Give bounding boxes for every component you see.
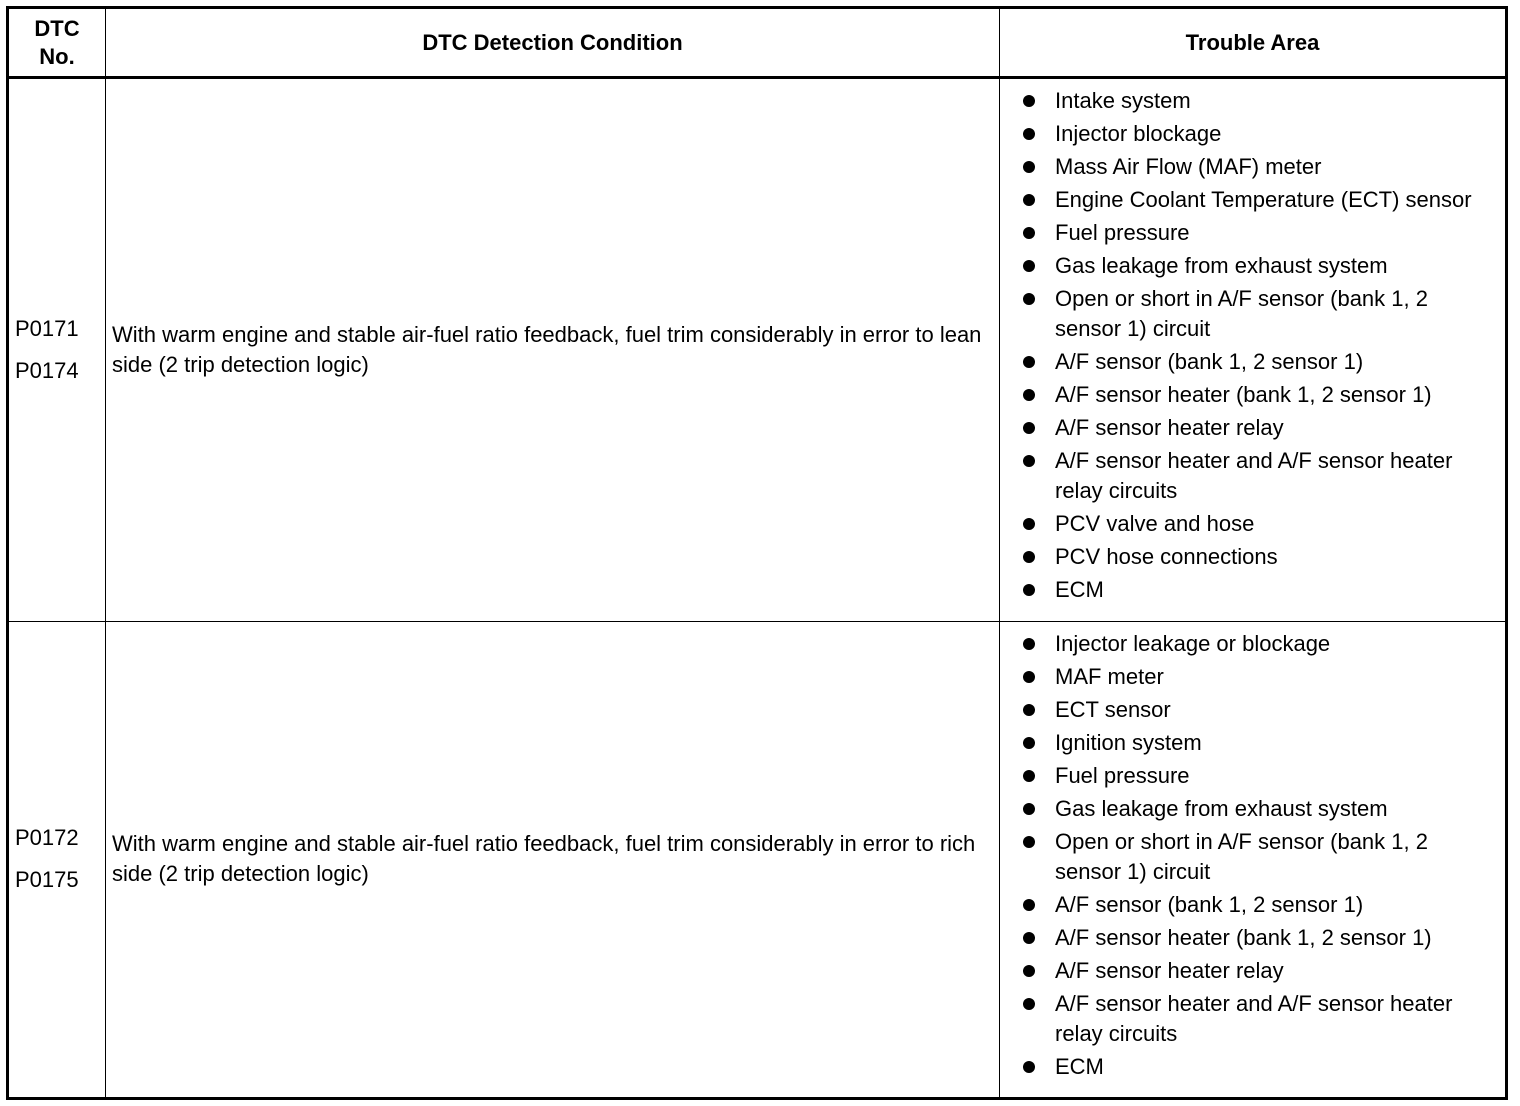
trouble-area-cell [1000,621,1507,1098]
trouble-area-item [1020,152,1495,182]
trouble-area-text: ECM [1055,577,1104,602]
trouble-area-text: Ignition system [1055,729,1202,755]
trouble-area-text: A/F sensor heater relay [1055,415,1284,440]
trouble-area-text: A/F sensor heater (bank 1, 2 sensor 1) [1055,382,1432,407]
trouble-area-text: Injector leakage or blockage [1055,630,1331,656]
trouble-area-item [1020,695,1495,725]
detection-condition: With warm engine and stable air-fuel ratio feedback, fuel trim considerably in error to lean side (2 trip detection logic) [106,78,1000,622]
bullet-icon [1023,803,1035,815]
bullet-icon [1023,95,1035,107]
trouble-area-text: PCV valve and hose [1055,511,1255,536]
bullet-icon [1023,584,1035,596]
bullet-icon [1023,455,1035,467]
bullet-icon [1023,704,1035,716]
trouble-area-text: Engine Coolant Temperature (ECT) sensor [1055,187,1472,212]
trouble-area-text: A/F sensor heater (bank 1, 2 sensor 1) [1055,924,1432,950]
trouble-area-item [1020,923,1495,953]
trouble-area-item [1020,956,1495,986]
bullet-icon [1023,194,1035,206]
header-dtc-no-line2: No. [39,43,75,69]
dtc-code: P0172 [15,825,79,851]
trouble-area-item [1020,1052,1495,1082]
bullet-icon [1023,899,1035,911]
dtc-table [6,6,1508,1100]
trouble-area-item [1020,794,1495,824]
trouble-area-item [1020,728,1495,758]
bullet-icon [1023,737,1035,749]
trouble-area-item [1020,251,1495,281]
trouble-area-list [1020,629,1495,1082]
table-row [8,78,1507,622]
trouble-area-item [1020,575,1495,605]
dtc-code: P0175 [15,867,79,893]
trouble-area-text: Open or short in A/F sensor (bank 1, 2 sensor 1) circuit [1055,286,1428,341]
trouble-area-text: Intake system [1055,88,1191,113]
trouble-area-text: ECT sensor [1055,696,1171,722]
bullet-icon [1023,998,1035,1010]
bullet-icon [1023,422,1035,434]
trouble-area-item [1020,629,1495,659]
trouble-area-item [1020,542,1495,572]
trouble-area-text: Gas leakage from exhaust system [1055,795,1388,821]
dtc-code: P0174 [15,357,79,383]
bullet-icon [1023,671,1035,683]
bullet-icon [1023,770,1035,782]
dtc-codes-cell [8,621,106,1098]
header-condition: DTC Detection Condition [106,8,1000,78]
bullet-icon [1023,356,1035,368]
bullet-icon [1023,518,1035,530]
bullet-icon [1023,260,1035,272]
trouble-area-text: A/F sensor heater relay [1055,957,1284,983]
bullet-icon [1023,1061,1035,1073]
header-dtc-no-line1: DTC [34,15,80,41]
trouble-area-text: Open or short in A/F sensor (bank 1, 2 sensor 1) circuit [1055,828,1428,884]
trouble-area-text: ECM [1055,1053,1104,1079]
trouble-area-text: PCV hose connections [1055,544,1278,569]
trouble-area-item [1020,890,1495,920]
bullet-icon [1023,161,1035,173]
bullet-icon [1023,128,1035,140]
header-row [8,8,1507,78]
trouble-area-text: Mass Air Flow (MAF) meter [1055,154,1322,179]
trouble-area-item [1020,86,1495,116]
trouble-area-text: MAF meter [1055,663,1164,689]
trouble-area-item [1020,284,1495,344]
trouble-area-text: Injector blockage [1055,121,1222,146]
trouble-area-list [1020,86,1495,605]
trouble-area-item [1020,218,1495,248]
trouble-area-text: A/F sensor heater and A/F sensor heater relay circuits [1055,990,1453,1046]
trouble-area-text: A/F sensor (bank 1, 2 sensor 1) [1055,891,1364,917]
trouble-area-item [1020,662,1495,692]
bullet-icon [1023,551,1035,563]
bullet-icon [1023,836,1035,848]
trouble-area-text: Fuel pressure [1055,220,1190,245]
detection-condition: With warm engine and stable air-fuel ratio feedback, fuel trim considerably in error to rich side (2 trip detection logic) [106,621,1000,1098]
bullet-icon [1023,638,1035,650]
table-body [8,78,1507,1099]
bullet-icon [1023,965,1035,977]
trouble-area-cell [1000,78,1507,622]
header-trouble-area: Trouble Area [1000,8,1507,78]
trouble-area-item [1020,827,1495,887]
bullet-icon [1023,932,1035,944]
trouble-area-text: Gas leakage from exhaust system [1055,253,1388,278]
trouble-area-item [1020,446,1495,506]
table-row [8,621,1507,1098]
trouble-area-item [1020,119,1495,149]
bullet-icon [1023,293,1035,305]
trouble-area-text: A/F sensor (bank 1, 2 sensor 1) [1055,349,1364,374]
trouble-area-text: Fuel pressure [1055,762,1190,788]
trouble-area-item [1020,509,1495,539]
dtc-codes-cell [8,78,106,622]
trouble-area-item [1020,761,1495,791]
trouble-area-text: A/F sensor heater and A/F sensor heater relay circuits [1055,448,1453,503]
trouble-area-item [1020,380,1495,410]
dtc-code: P0171 [15,315,79,341]
bullet-icon [1023,227,1035,239]
bullet-icon [1023,389,1035,401]
header-dtc-no [8,8,106,78]
trouble-area-item [1020,413,1495,443]
trouble-area-item [1020,185,1495,215]
trouble-area-item [1020,347,1495,377]
trouble-area-item [1020,989,1495,1049]
